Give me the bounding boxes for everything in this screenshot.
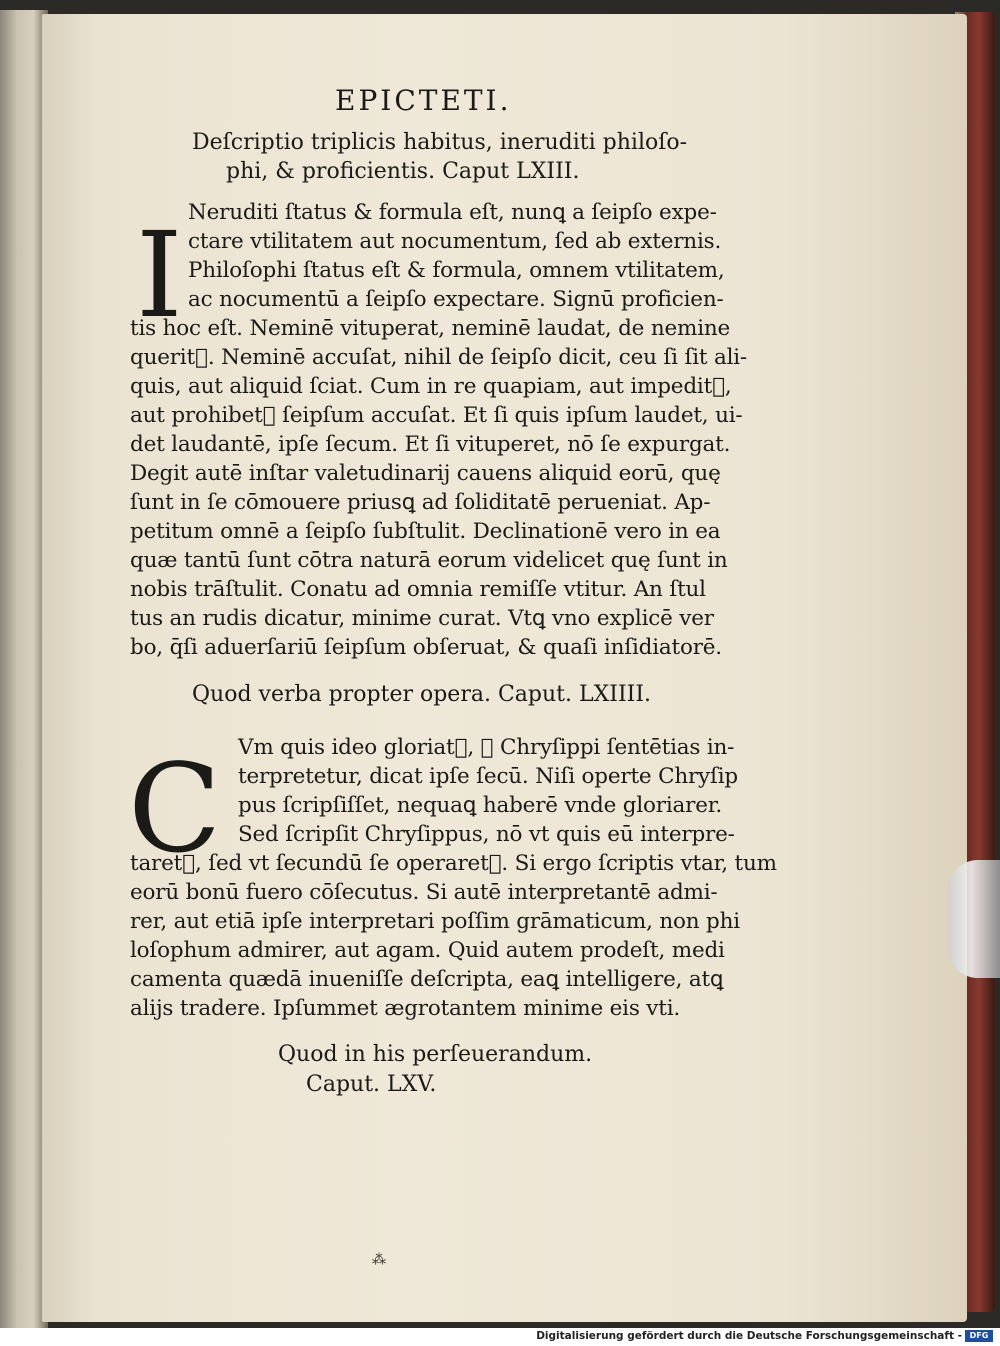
chapter-63-line: queritᷣ. Neminē accuſat, nihil de ſeipſo dicit, ceu ſi ſit ali- bbox=[130, 345, 747, 370]
chapter-63-line: ſunt in ſe cōmouere priusꝗ ad ſoliditatē perueniat. Ap- bbox=[130, 490, 711, 515]
chapter-63-line: quæ tantū ſunt cōtra naturā eorum videlicet quę ſunt in bbox=[130, 548, 728, 573]
running-head: EPICTETI. bbox=[335, 84, 512, 117]
chapter-63-heading-line: Deſcriptio triplicis habitus, ineruditi philoſo- bbox=[192, 130, 688, 155]
drop-cap-c: C bbox=[128, 738, 222, 880]
chapter-65-heading-line: Caput. LXV. bbox=[306, 1072, 437, 1097]
chapter-63-line: Philoſophi ſtatus eſt & formula, omnem vtilitatem, bbox=[188, 258, 725, 283]
chapter-63-line: aut prohibetᷣ ſeipſum accuſat. Et ſi quis ipſum laudet, ui- bbox=[130, 403, 743, 428]
chapter-64-line: loſophum admirer, aut agam. Quid autem prodeſt, medi bbox=[130, 938, 725, 963]
chapter-63-line: ac nocumentū a ſeipſo expectare. Signū proficien- bbox=[188, 287, 724, 312]
chapter-63-line: quis, aut aliquid ſciat. Cum in re quapiam, aut impeditᷣ, bbox=[130, 374, 732, 399]
chapter-63-line: nobis trāſtulit. Conatu ad omnia remiſſe vtitur. An ſtul bbox=[130, 577, 706, 602]
dfg-logo: DFG bbox=[965, 1330, 993, 1342]
left-page-edge bbox=[0, 10, 48, 1328]
chapter-64-line: eorū bonū fuero cōſecutus. Si autē interpretantē admi- bbox=[130, 880, 718, 905]
chapter-63-line: Degit autē inſtar valetudinarij cauens aliquid eorū, quę bbox=[130, 461, 721, 486]
chapter-64-line: terpretetur, dicat ipſe ſecū. Niſi operte Chryſip bbox=[238, 764, 738, 789]
chapter-64-line: alijs tradere. Ipſummet ægrotantem minime eis vti. bbox=[130, 996, 681, 1021]
chapter-63-line: Neruditi ſtatus & formula eſt, nunꝗ a ſeipſo expe- bbox=[188, 200, 717, 225]
page-mark: ⁂ bbox=[372, 1252, 386, 1268]
chapter-63-line: det laudantē, ipſe ſecum. Et ſi vituperet, nō ſe expurgat. bbox=[130, 432, 731, 457]
chapter-64-heading: Quod verba propter opera. Caput. LXIIII. bbox=[192, 682, 652, 707]
chapter-64-line: Vm quis ideo gloriatᷣ, ꝙ Chryſippi ſentētias in- bbox=[238, 735, 735, 760]
chapter-63-line: tus an rudis dicatur, minime curat. Vtꝗ vno explicē ver bbox=[130, 606, 714, 631]
page-clip bbox=[948, 860, 1000, 978]
chapter-64-line: camenta quædā inueniſſe deſcripta, eaꝗ intelligere, atꝗ bbox=[130, 967, 724, 992]
chapter-64-line: Sed ſcripſit Chryſippus, nō vt quis eū interpre- bbox=[238, 822, 735, 847]
chapter-63-heading-line: phi, & proficientis. Caput LXIII. bbox=[226, 159, 580, 184]
chapter-63-line: petitum omnē a ſeipſo ſubſtulit. Declinationē vero in ea bbox=[130, 519, 721, 544]
chapter-63-line: ctare vtilitatem aut nocumentum, ſed ab externis. bbox=[188, 229, 722, 254]
chapter-63-line: tis hoc eſt. Neminē vituperat, neminē laudat, de nemine bbox=[130, 316, 731, 341]
chapter-65-heading-line: Quod in his perſeuerandum. bbox=[278, 1042, 593, 1067]
chapter-64-line: taretᷣ, ſed vt ſecundū ſe operaretᷣ. Si ergo ſcriptis vtar, tum bbox=[130, 851, 777, 876]
footer-credit: Digitalisierung gefördert durch die Deutsche Forschungsgemeinschaft - bbox=[536, 1330, 962, 1342]
chapter-63-line: bo, q̄ſi aduerſariū ſeipſum obſeruat, & quaſi inſidiatorē. bbox=[130, 635, 722, 660]
chapter-64-line: rer, aut etiā ipſe interpretari poſſim grāmaticum, non phi bbox=[130, 909, 740, 934]
drop-cap-i: I bbox=[136, 206, 183, 344]
chapter-64-line: pus ſcripſiſſet, nequaꝗ haberē vnde gloriarer. bbox=[238, 793, 723, 818]
